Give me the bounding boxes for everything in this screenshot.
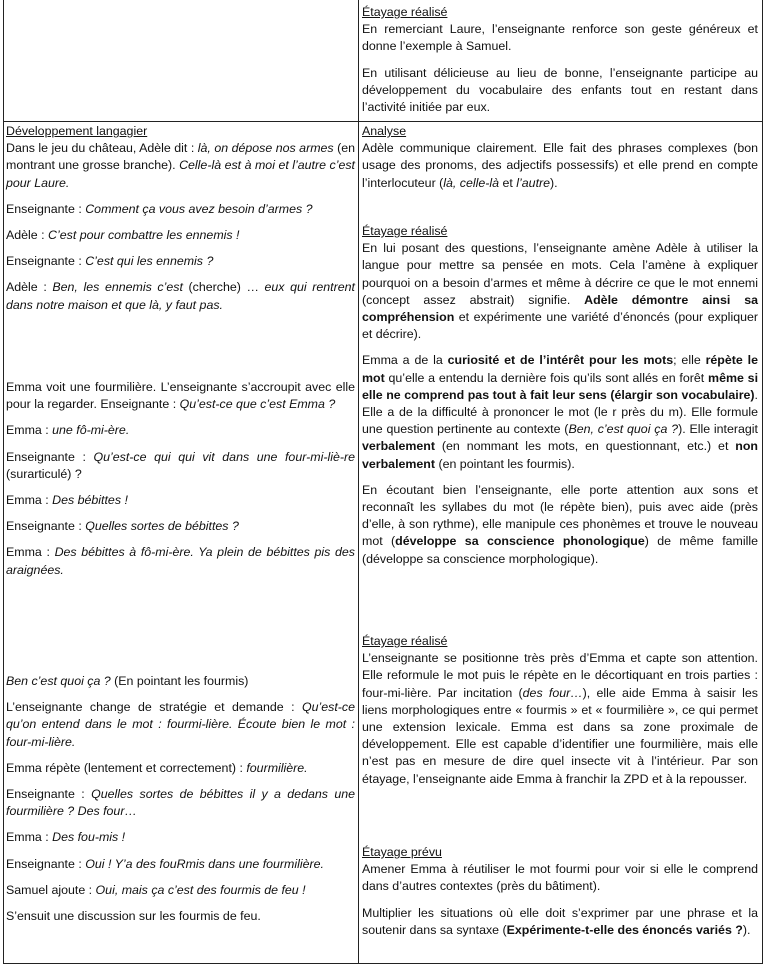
quote: Des bébittes ! — [52, 493, 128, 508]
etayage-heading: Étayage réalisé — [362, 634, 448, 648]
paragraph: En remerciant Laure, l’enseignante renforce son geste généreux et donne l’exemple à Samuel. — [362, 22, 758, 54]
quote: fourmilière. — [246, 760, 308, 775]
dialogue-line — [6, 518, 355, 535]
quote: C’est qui les ennemis ? — [85, 254, 214, 269]
quote: Des fou-mis ! — [52, 830, 126, 845]
speaker: Enseignante : — [6, 519, 86, 534]
narration: Emma répète (lentement et correctement) : — [6, 760, 247, 775]
text: et expérimente une variété d’énoncés (pour expliquer et décrire). — [362, 310, 758, 342]
etayage-prevu-heading: Étayage prévu — [362, 845, 442, 859]
text: L’enseignante se positionne très près d’Emma et capte son attention. Elle reformule le mot puis le répète en le décortiquant en trois parties : four-mi-lière. Par incitation ( — [362, 651, 758, 700]
text: Multiplier les situations où elle doit s’exprimer par une phrase et la soutenir dans sa syntaxe ( — [362, 905, 758, 937]
quote: Oui, mais ça c’est des fourmis de feu ! — [95, 882, 306, 897]
speaker: Enseignante : — [6, 787, 92, 802]
quote: Qu’est-ce qui qui vit dans une four-mi-liè-re — [93, 449, 355, 464]
quote: Ben, les ennemis c’est — [52, 280, 183, 295]
emphasis: l’autre — [516, 175, 551, 190]
top-right-cell — [362, 4, 758, 116]
bold-text: Adèle démontre ainsi sa compréhension — [362, 292, 758, 325]
etayage-realise-block-1 — [362, 223, 758, 568]
bold-text: répète le mot — [362, 353, 758, 385]
speaker: Enseignante : — [6, 856, 86, 871]
paragraph — [362, 240, 758, 343]
left-castle-block — [6, 123, 355, 314]
dialogue-line — [6, 544, 355, 578]
speaker: Emma : — [6, 830, 53, 845]
quote: Ben c’est quoi ça ? — [6, 674, 111, 688]
speaker: Emma : — [6, 493, 53, 508]
quote: Qu’est-ce qu’on entend dans le mot : fourmi-lière. Écoute bien le mot : four-mi-lière. — [6, 700, 355, 749]
dialogue-line — [6, 673, 355, 690]
etayage-prevu-block — [362, 844, 758, 939]
bold-text: curiosité et de l’intérêt pour les mots — [447, 353, 674, 368]
developpement-heading: Développement langagier — [6, 124, 148, 138]
narration: (En pointant les fourmis) — [110, 674, 249, 688]
narration: (surarticulé) ? — [6, 466, 82, 481]
etayage-heading: Étayage réalisé — [362, 224, 448, 238]
dialogue-line — [6, 882, 355, 899]
speaker: Enseignante : — [6, 254, 86, 269]
paragraph — [362, 482, 758, 568]
etayage-heading: Étayage réalisé — [362, 5, 448, 19]
quote: Quelles sortes de bébittes il y a dedans une fourmilière ? Des four… — [6, 787, 355, 819]
text: Adèle communique clairement. Elle fait des phrases complexes (bon usage des pronoms, des adjectifs possessifs) et elle prend en compte l’interlocuteur ( — [362, 141, 758, 190]
emphasis: là, celle-là — [443, 175, 500, 190]
text: (concept assez abstrait) signifie. — [362, 292, 585, 307]
speaker: Samuel ajoute : — [6, 882, 96, 897]
quote: eux qui rentrent dans notre maison et que là, y faut pas. — [6, 280, 355, 312]
speaker: Enseignante : — [6, 449, 94, 464]
left-ants-block — [6, 673, 355, 925]
paragraph — [362, 352, 758, 472]
bold-text: verbalement — [362, 439, 436, 454]
paragraph — [362, 905, 758, 939]
quote: Oui ! Y’a des fouRmis dans une fourmilière. — [85, 856, 324, 871]
quote: Qu’est-ce que c’est Emma ? — [179, 397, 336, 412]
paragraph — [362, 650, 758, 788]
dialogue-line — [6, 379, 355, 413]
dialogue-line — [6, 699, 355, 751]
quote: C’est pour combattre les ennemis ! — [48, 228, 240, 243]
dialogue-line — [6, 760, 355, 777]
quote: Celle-là est à moi et l’autre c’est pour Laure. — [6, 158, 355, 190]
text: et — [499, 175, 517, 190]
left-anthill-block — [6, 379, 355, 579]
text: ennemi — [717, 275, 758, 290]
dialogue-line: S’ensuit une discussion sur les fourmis de feu. — [6, 909, 261, 924]
bold-text: non verbalement — [362, 439, 758, 471]
quote: Quelles sortes de bébittes ? — [85, 519, 239, 534]
text: ). Elle interagit — [678, 422, 758, 437]
analyse-block — [362, 123, 758, 192]
text: ). — [550, 175, 558, 190]
speaker: Emma : — [6, 545, 55, 560]
etayage-realise-block-2 — [362, 633, 758, 788]
text: ) de même famille (développe sa conscience morphologique). — [362, 534, 758, 566]
text: En lui posant des questions, l’enseignante amène Adèle à utiliser la langue pour mettre sa pensée en mots. Cela l’amène à expliquer pourquoi on a besoin d’armes et même à décrire ce que le mot — [362, 241, 758, 290]
narration: (cherche) … — [182, 280, 265, 295]
dialogue-line — [6, 856, 355, 873]
paragraph: Amener Emma à réutiliser le mot fourmi pour voir si elle le comprend dans d’autres contextes (près du bâtiment). — [362, 862, 758, 894]
text: ), elle aide Emma à saisir les liens morphologiques entre « fourmis » et « fourmilière », ce qui permet une extension lexicale. Emma est dans sa zone proximale de développement. Elle est capable d’identifier une fourmilière, mais elle n’est pas en mesure de dire quel insecte vit à l’intérieur. Par son étayage, l’enseignante aide Emma à franchir la ZPD et à la repousser. — [362, 685, 758, 786]
narration: (en montrant une grosse branche). — [6, 141, 355, 173]
bold-text: développe sa conscience phonologique — [395, 534, 645, 549]
narration: L’enseignante change de stratégie et demande : — [6, 700, 302, 715]
narration: Dans le jeu du château, Adèle dit : — [6, 141, 198, 156]
bold-text: même si elle ne comprend pas tout à fait leur sens (élargir son vocabulaire) — [362, 370, 759, 402]
speaker: Adèle : — [6, 228, 49, 243]
quote: Des bébittes à fô-mi-ère. Ya plein de bébittes pis des araignées. — [6, 545, 355, 577]
speaker: Adèle : — [6, 280, 53, 295]
dialogue-line — [6, 422, 355, 439]
speaker: Enseignante : — [6, 201, 86, 216]
text: . Elle a de la difficulté à prononcer le mot (le r près du m). Elle formule une question pertinente au contexte ( — [362, 387, 758, 437]
narration: Emma voit une fourmilière. L’enseignante s’accroupit avec elle pour la regarder. Enseignante : — [6, 380, 355, 412]
dialogue-line — [6, 492, 355, 509]
table-row-divider — [3, 121, 763, 122]
table-border-left — [3, 0, 4, 964]
dialogue-line — [6, 227, 355, 244]
paragraph — [362, 140, 758, 192]
dialogue-line — [6, 253, 355, 270]
text: qu’elle a entendu la dernière fois qu’ils sont allés en forêt — [384, 370, 709, 385]
dialogue-line — [6, 449, 355, 483]
text: En écoutant bien l’enseignante, elle porte attention aux sons et reconnaît les syllabes du mot (le répète bien), puis avec aide (près d’elle, à son rythme), elle manipule ces phonèmes et trouve le nouveau mot ( — [362, 482, 758, 549]
text: ; elle — [673, 353, 706, 368]
dialogue-line — [6, 279, 355, 313]
quote: Comment ça vous avez besoin d’armes ? — [85, 201, 313, 216]
text: Emma a de la — [362, 353, 448, 368]
dialogue-line — [6, 201, 355, 218]
emphasis: Ben, c’est quoi ça ? — [568, 422, 679, 437]
dialogue-line — [6, 140, 355, 192]
quote: là, on dépose nos armes — [197, 141, 334, 156]
text: (en pointant les fourmis). — [435, 456, 575, 471]
text: ). — [742, 922, 751, 937]
speaker: Emma : — [6, 423, 53, 438]
analyse-heading: Analyse — [362, 124, 407, 138]
quote: une fô-mi-ère. — [52, 423, 130, 438]
text: (en nommant les mots, en questionnant, etc.) et — [435, 439, 736, 454]
table-border-middle — [358, 0, 359, 964]
dialogue-line — [6, 786, 355, 820]
paragraph: En utilisant délicieuse au lieu de bonne, l’enseignante participe au développement du vocabulaire des enfants tout en restant dans l’activité initiée par eux. — [362, 65, 758, 115]
bold-text: Expérimente-t-elle des énoncés variés ? — [506, 922, 743, 937]
emphasis: des four… — [522, 685, 583, 700]
dialogue-line — [6, 829, 355, 846]
